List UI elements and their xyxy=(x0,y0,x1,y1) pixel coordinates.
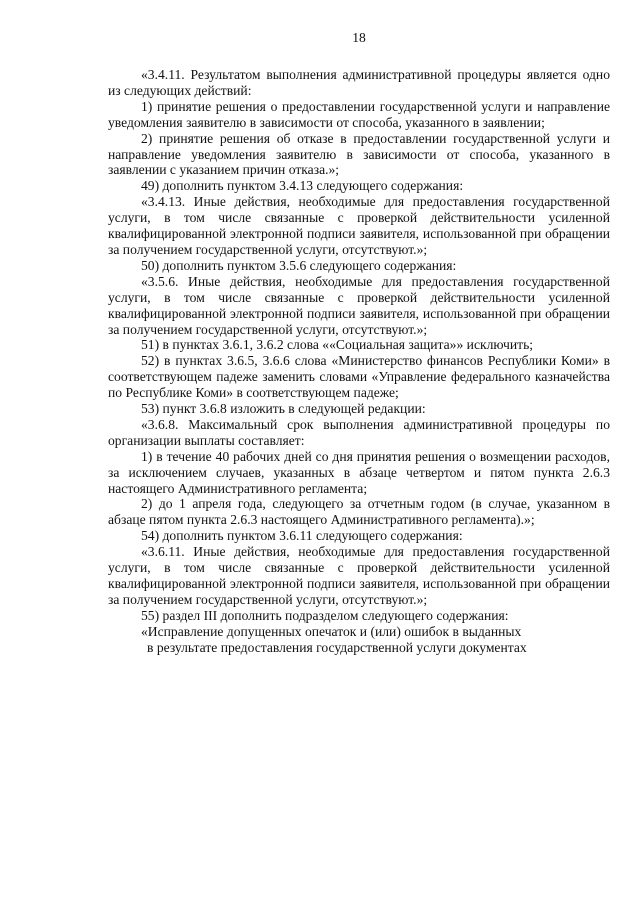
list-item-2: 2) принятие решения об отказе в предоставлении государственной услуги и направление уведомления заявителю в зависимости от способа, указанного в заявлении с указанием причин отказа.»; xyxy=(108,130,610,178)
document-page xyxy=(108,0,610,905)
amendment-49: 49) дополнить пунктом 3.4.13 следующего содержания: xyxy=(141,178,464,194)
list-item-2b: 2) до 1 апреля года, следующего за отчетным годом (в случае, указанном в абзаце пятом пункта 2.6.3 настоящего Административного регламента).»; xyxy=(108,496,610,528)
paragraph-3-5-6: «3.5.6. Иные действия, необходимые для предоставления государственной услуги, в том числе связанные с проверкой действительности усиленной квалифицированной электронной подписи заявителя, использованной при обращении за получением государственной услуги, отсутствуют.»; xyxy=(108,273,610,337)
list-item-1: 1) принятие решения о предоставлении государственной услуги и направление уведомления заявителю в зависимости от способа, указанного в заявлении; xyxy=(108,98,610,130)
amendment-50: 50) дополнить пунктом 3.5.6 следующего содержания: xyxy=(141,257,457,273)
paragraph-3-4-13: «3.4.13. Иные действия, необходимые для предоставления государственной услуги, в том числе связанные с проверкой действительности усиленной квалифицированной электронной подписи заявителя, использованной при обращении за получением государственной услуги, отсутствуют.»; xyxy=(108,194,610,257)
list-item-1b: 1) в течение 40 рабочих дней со дня принятия решения о возмещении расходов, за исключением случаев, указанных в абзаце четвертом и пятом пункта 2.6.3 настоящего Административного регламента; xyxy=(108,448,610,496)
subsection-heading-line-1: «Исправление допущенных опечаток и (или) ошибок в выданных xyxy=(141,623,522,639)
amendment-52: 52) в пунктах 3.6.5, 3.6.6 слова «Министерство финансов Республики Коми» в соответствующем падеже заменить словами «Управление федерального казначейства по Республике Коми» в соответствующем падеже; xyxy=(108,353,610,401)
amendment-54: 54) дополнить пунктом 3.6.11 следующего содержания: xyxy=(141,528,463,544)
paragraph-3-6-11: «3.6.11. Иные действия, необходимые для предоставления государственной услуги, в том числе связанные с проверкой действительности усиленной квалифицированной электронной подписи заявителя, использованной при обращении за получением государственной услуги, отсутствуют.»; xyxy=(108,544,610,607)
document-body xyxy=(108,67,610,656)
paragraph-3-6-8: «3.6.8. Максимальный срок выполнения административной процедуры по организации выплаты составляет: xyxy=(108,416,610,448)
amendment-53: 53) пункт 3.6.8 изложить в следующей редакции: xyxy=(141,401,426,417)
paragraph-3-4-11: «3.4.11. Результатом выполнения административной процедуры является одно из следующих действий: xyxy=(108,67,610,98)
amendment-51: 51) в пунктах 3.6.1, 3.6.2 слова ««Социальная защита»» исключить; xyxy=(141,337,534,353)
subsection-heading xyxy=(141,624,610,656)
amendment-55: 55) раздел III дополнить подразделом следующего содержания: xyxy=(141,607,509,623)
subsection-heading-line-2: в результате предоставления государственной услуги документах xyxy=(147,639,527,655)
page-number: 18 xyxy=(352,30,366,45)
